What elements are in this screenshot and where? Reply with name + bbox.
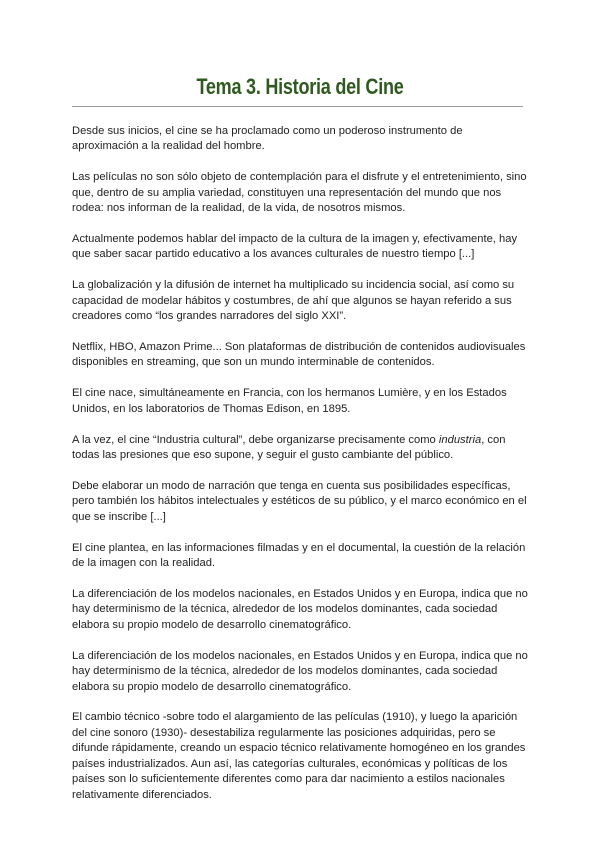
- paragraph-8: Debe elaborar un modo de narración que tenga en cuenta sus posibilidades específicas, pero también los hábitos intelectuales y estéticos de su público, y el marco económico en el que se inscribe [...]: [72, 480, 527, 523]
- paragraph-2: Las películas no son sólo objeto de contemplación para el disfrute y el entretenimiento, sino que, dentro de su amplia variedad, constituyen una representación del mundo que nos rodea: nos informan de la realidad, de la vida, de nosotros mismos.: [72, 171, 527, 215]
- paragraph-5: Netflix, HBO, Amazon Prime... Son plataformas de distribución de contenidos audiovisuales disponibles en streaming, que son un mundo interminable de contenidos.: [72, 341, 526, 369]
- paragraph-3: Actualmente podemos hablar del impacto de la cultura de la imagen y, efectivamente, hay que saber sacar partido educativo a los avances culturales de nuestro tiempo [...]: [72, 233, 518, 261]
- paragraph-7-text-end: , con todas las presiones que eso supone, y seguir el gusto cambiante del público.: [72, 433, 506, 462]
- paragraph-11: La diferenciación de los modelos nacionales, en Estados Unidos y en Europa, indica que no hay determinismo de la técnica, alrededor de los modelos dominantes, cada sociedad elabora su propio modelo de desarrollo cinematográfico.: [72, 649, 528, 693]
- paragraph-6: El cine nace, simultáneamente en Francia, con los hermanos Lumière, y en los Estados Unidos, en los laboratorios de Thomas Edison, en 1895.: [72, 387, 507, 415]
- paragraph-9: El cine plantea, en las informaciones filmadas y en el documental, la cuestión de la relación de la imagen con la realidad.: [72, 541, 526, 570]
- paragraph-12: El cambio técnico -sobre todo el alargamiento de las películas (1910), y luego la aparición del cine sonoro (1930)- desestabiliza regularmente las posiciones adquiridas, pero se difunde rápidamente, creando un espacio técnico relativamente homogéneo en los grandes países industrializados. Aun así, las categorías culturales, económicas y políticas de los países son lo suficientemente diferentes como para dar nacimiento a estilos nacionales relativamente diferenciados.: [72, 711, 526, 801]
- document-title: Tema 3. Historia del Cine: [196, 74, 404, 99]
- paragraph-7-italic-term: industria: [438, 433, 482, 446]
- document-body: [72, 124, 528, 818]
- paragraph-10: La diferenciación de los modelos nacionales, en Estados Unidos y en Europa, indica que no hay determinismo de la técnica, alrededor de los modelos dominantes, cada sociedad elabora su propio modelo de desarrollo cinematográfico.: [72, 588, 528, 631]
- title-divider: [72, 106, 523, 107]
- paragraph-4: La globalización y la difusión de internet ha multiplicado su incidencia social, así como su capacidad de modelar hábitos y costumbres, de ahí que algunos se hayan referido a sus creadores como “los grandes narradores del siglo XXI”.: [72, 279, 515, 323]
- paragraph-7: [72, 433, 528, 464]
- paragraph-7-text-start: A la vez, el cine “Industria cultural”, debe organizarse precisamente como: [72, 433, 439, 446]
- paragraph-1: Desde sus inicios, el cine se ha proclamado como un poderoso instrumento de aproximación a la realidad del hombre.: [72, 125, 463, 153]
